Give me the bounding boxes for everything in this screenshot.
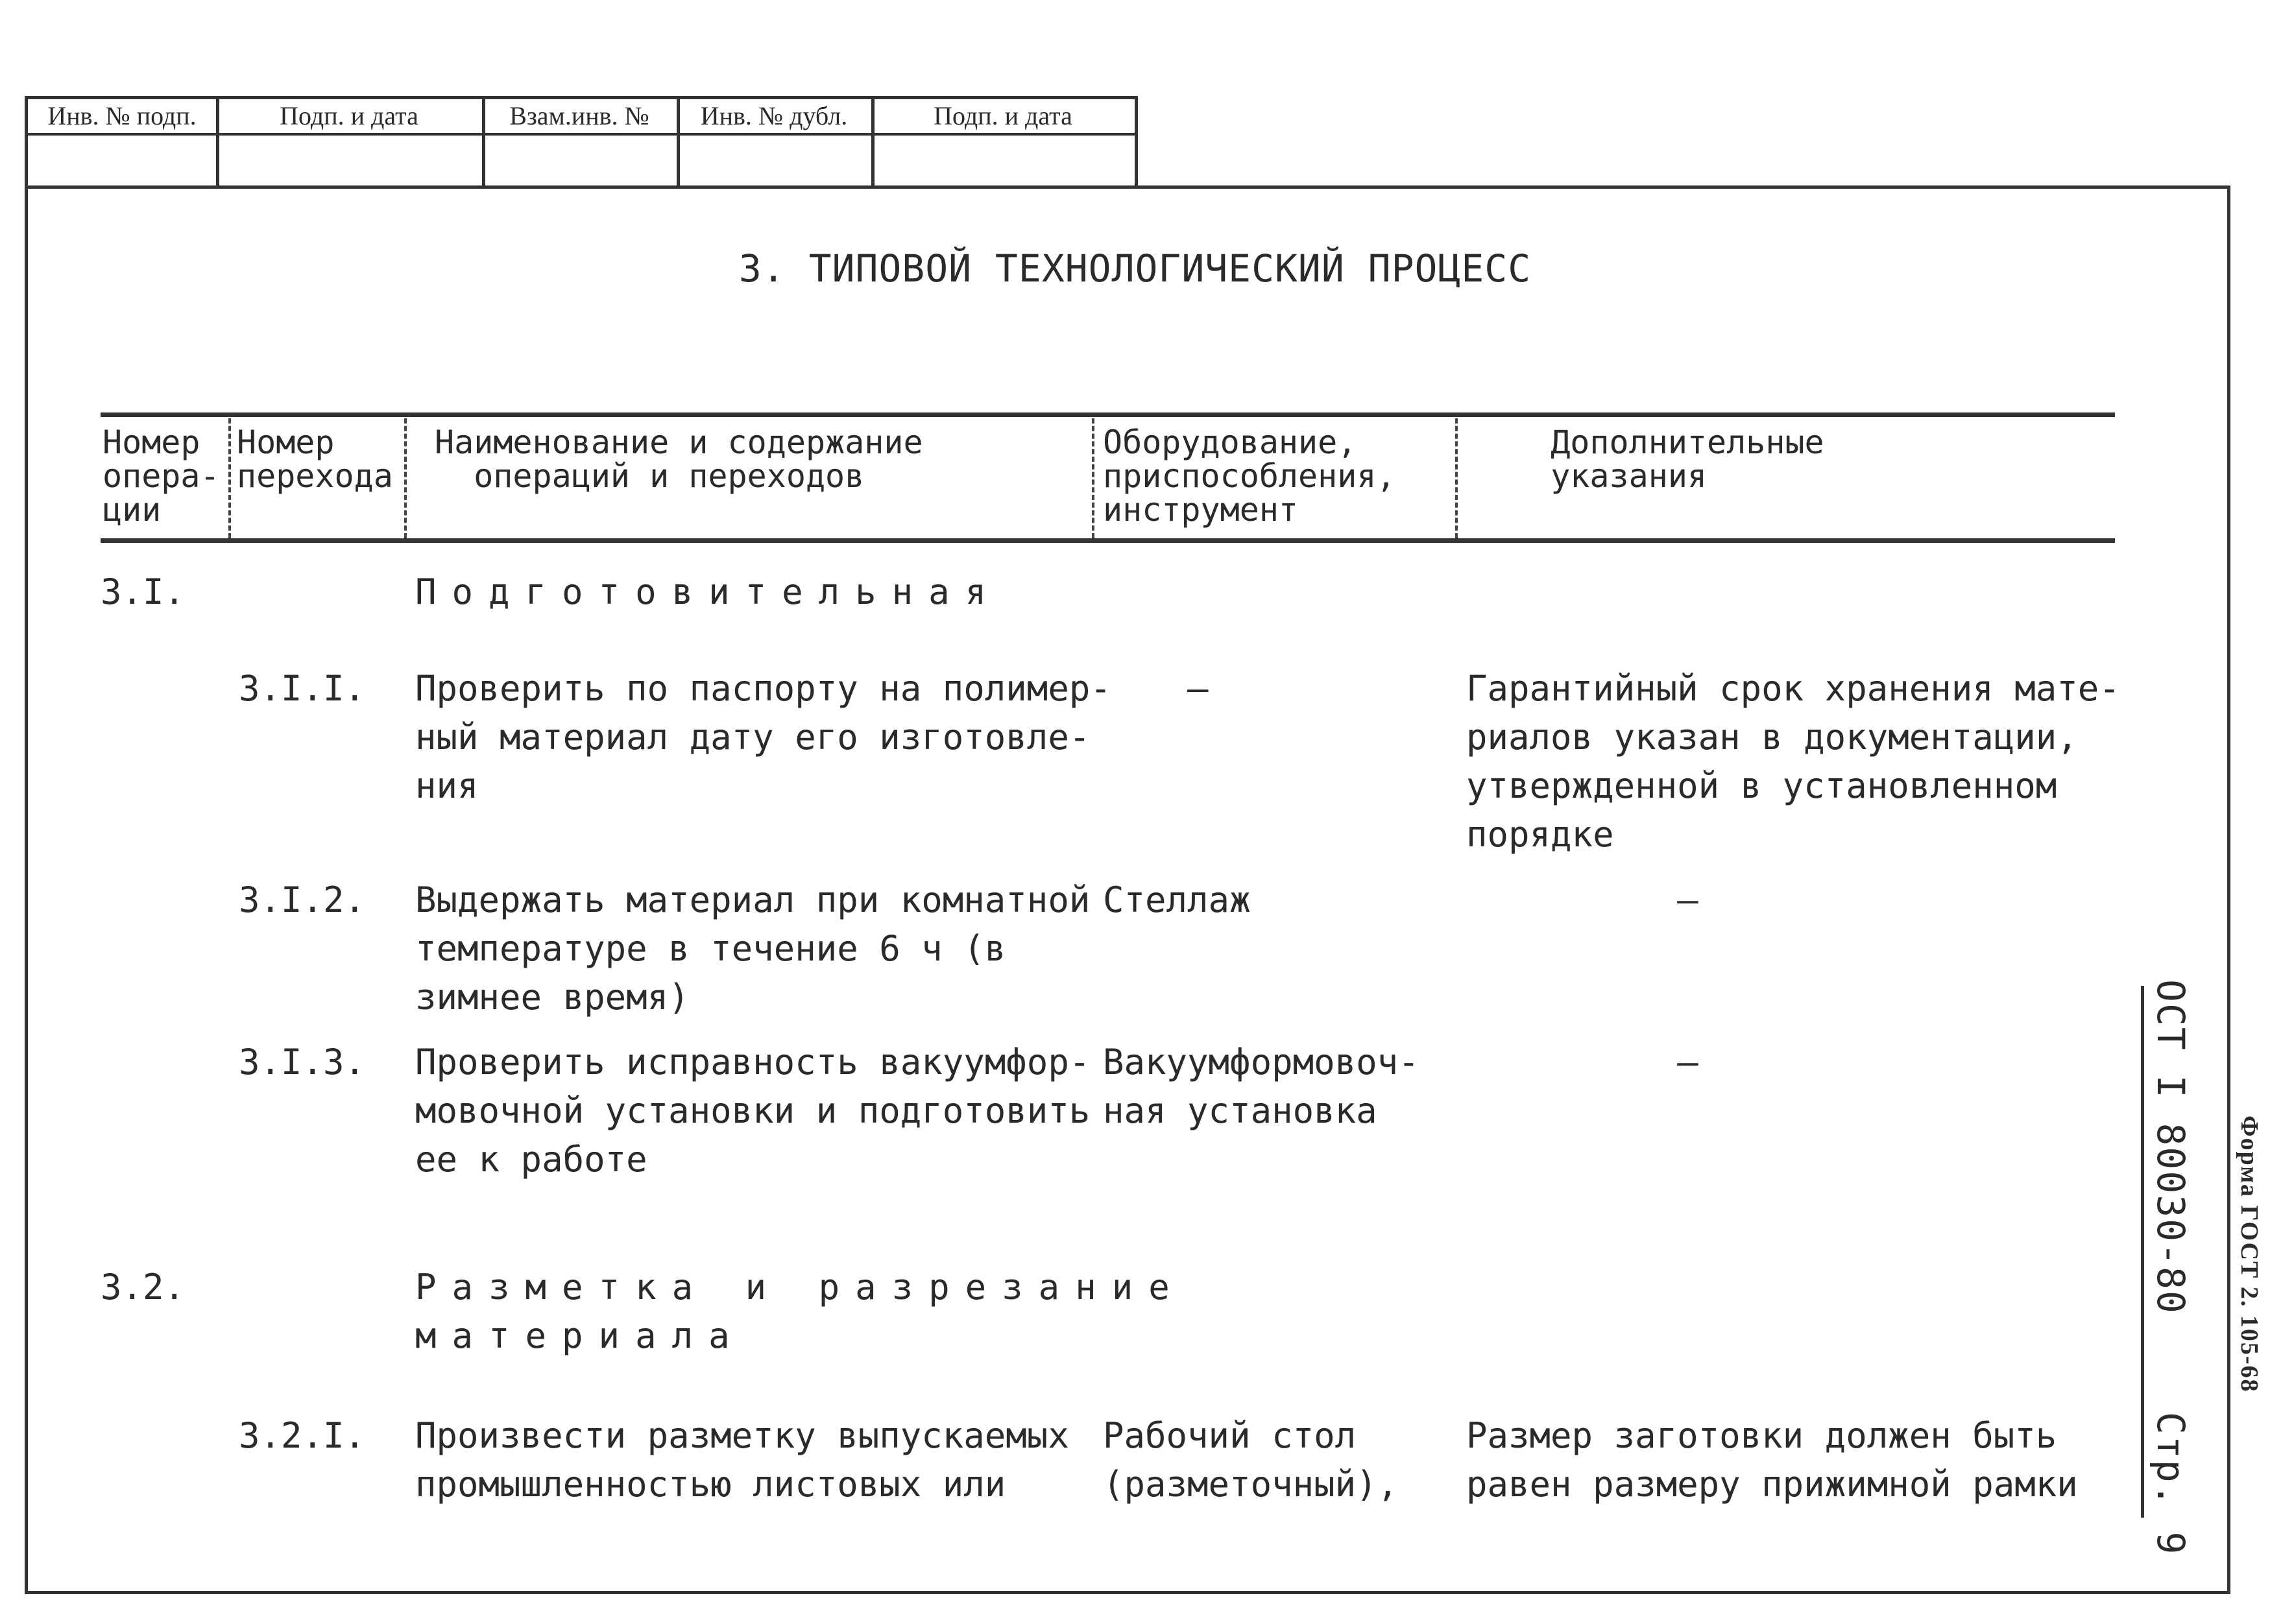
stamp-divider — [871, 133, 875, 187]
stamp-divider — [677, 133, 680, 187]
stamp-vzam-inv: Взам.инв. № — [482, 99, 680, 133]
stamp-podp-data-1: Подп. и дата — [216, 99, 485, 133]
transition-notes: – — [1466, 1042, 1698, 1082]
transition-notes: – — [1466, 879, 1698, 920]
transition-notes: Размер заготовки должен быть равен размеру прижимной рамки — [1466, 1415, 2078, 1505]
operation-name: Разметка и разрезание материала — [415, 1267, 1185, 1356]
header-content: Наименование и содержание операций и переходов — [435, 424, 923, 495]
stamp-block — [25, 96, 1138, 187]
stamp-inv-dubl: Инв. № дубл. — [677, 99, 875, 133]
column-separator — [228, 418, 231, 538]
transition-number: 3.I.3. — [239, 1042, 366, 1082]
column-separator — [1455, 418, 1458, 538]
page-title: 3. ТИПОВОЙ ТЕХНОЛОГИЧЕСКИЙ ПРОЦЕСС — [738, 246, 1532, 291]
column-separator — [1092, 418, 1094, 538]
designation-rule — [2141, 986, 2144, 1518]
stamp-header-row — [28, 99, 1135, 136]
page-number: Стр. 9 — [2149, 1411, 2193, 1556]
stamp-podp-data-2: Подп. и дата — [934, 101, 1072, 130]
form-reference: Форма ГОСТ 2. 105-68 — [2236, 1116, 2263, 1393]
operation-number: 3.2. — [101, 1267, 186, 1308]
stamp-divider — [482, 133, 485, 187]
operation-name: Подготовительная — [415, 571, 1002, 612]
transition-equipment: Стеллаж — [1103, 879, 1251, 920]
transition-content: Проверить исправность вакуумфор- мовочной установки и подготовить ее к работе — [415, 1042, 1091, 1180]
designation-block — [2149, 979, 2193, 1555]
transition-equipment: Вакуумформовоч- ная установка — [1103, 1042, 1419, 1131]
transition-number: 3.I.2. — [239, 879, 366, 920]
stamp-inv-podp: Инв. № подп. — [28, 99, 219, 133]
header-operation-number: Номер опера- ции — [103, 424, 220, 529]
table-top-rule — [101, 412, 2115, 417]
transition-content: Произвести разметку выпускаемых промышленностью листовых или — [415, 1415, 1069, 1505]
header-equipment: Оборудование, приспособления, инструмент — [1103, 424, 1396, 529]
transition-content: Проверить по паспорту на полимер- ный материал дату его изготовле- ния — [415, 668, 1111, 806]
transition-number: 3.I.I. — [239, 668, 366, 709]
transition-content: Выдержать материал при комнатной температуре в течение 6 ч (в зимнее время) — [415, 879, 1091, 1018]
column-separator — [404, 418, 407, 538]
transition-notes: Гарантийный срок хранения мате- риалов указан в документации, утвержденной в установленном порядке — [1466, 668, 2120, 855]
document-designation: ОСТ I 80030-80 — [2149, 979, 2193, 1315]
table-header-bottom-rule — [101, 538, 2115, 543]
transition-equipment: Рабочий стол (разметочный), — [1103, 1415, 1399, 1505]
transition-equipment: – — [1103, 668, 1209, 709]
transition-number: 3.2.I. — [239, 1415, 366, 1456]
header-transition-number: Номер перехода — [237, 424, 393, 495]
header-notes: Дополнительные указания — [1551, 424, 1824, 495]
operation-number: 3.I. — [101, 571, 186, 612]
stamp-divider — [216, 133, 219, 187]
